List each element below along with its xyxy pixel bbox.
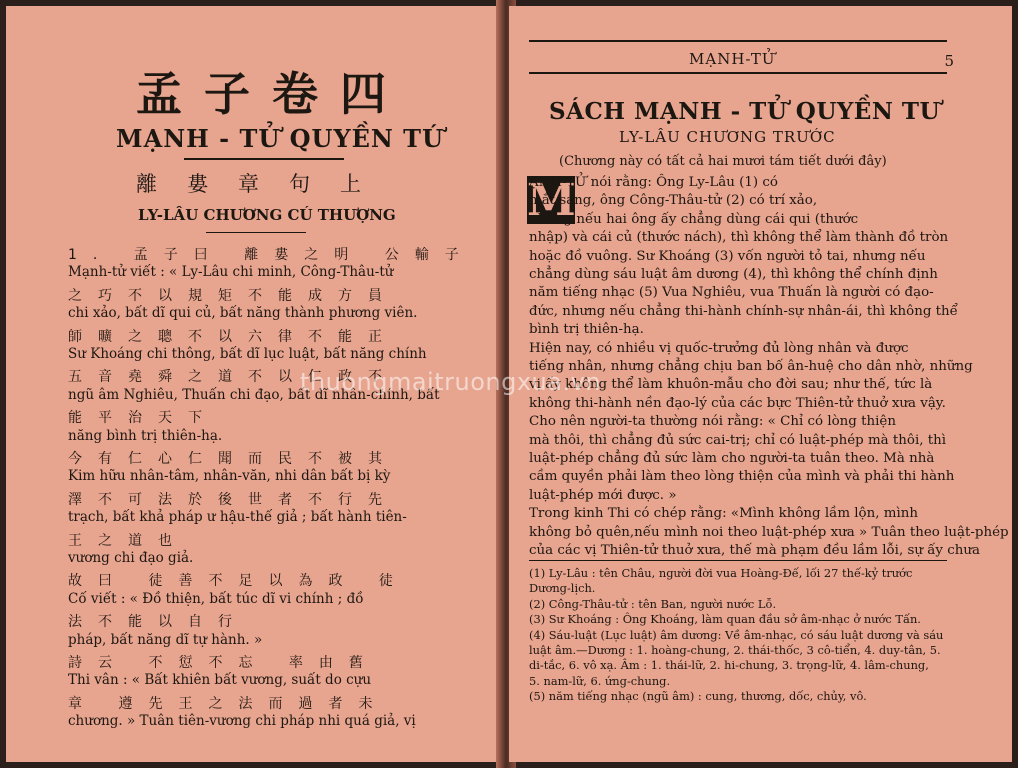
- vietnamese-text-line: Cố viết : « Đồ thiện, bất túc dĩ vi chính ; đồ: [68, 590, 364, 607]
- footnote-line: luật âm.—Dương : 1. hoàng-chung, 2. thái-thốc, 3 cô-tiển, 4. duy-tân, 5.: [529, 643, 941, 657]
- body-text-line: luật-phép chẳng đủ sức làm cho người-ta tuân theo. Mà nhà: [529, 451, 935, 466]
- title-chinese: 孟子卷四: [136, 67, 408, 121]
- subtitle-rule: [206, 232, 306, 233]
- watermark: thuongmaitruongxua.vn: [300, 368, 601, 396]
- footnote-line: (3) Sư Khoáng : Ông Khoáng, làm quan đầu sở âm-nhạc ở nước Tấn.: [529, 612, 921, 627]
- body-text-line: vị ấy không thể làm khuôn-mẫu cho đời sau; như thế, tức là: [529, 377, 933, 393]
- footnote-line: di-tắc, 6. vô xạ. Âm : 1. thái-lữ, 2. hi-chung, 3. trọng-lữ, 4. lâm-chung,: [529, 658, 929, 673]
- chinese-text-line: 之巧不以規矩不能成方員: [68, 287, 398, 304]
- footnote-line: (4) Sáu-luật (Lục luật) âm dương: Về âm-nhạc, có sáu luật dương và sáu: [529, 627, 944, 642]
- footnote-line: (5) năm tiếng nhạc (ngũ âm) : cung, thương, dốc, chủy, vô.: [529, 689, 867, 704]
- body-text-line: nhập) và cái củ (thước nách), thì không thể làm thành đồ tròn: [529, 230, 949, 246]
- body-text-line: bình trị thiên-hạ.: [529, 322, 644, 338]
- body-text-line: năm tiếng nhạc (5) Vua Nghiêu, vua Thuấn là người có đạo-: [529, 285, 934, 301]
- chinese-text-line: 師曠之聰不以六律不能正: [68, 328, 398, 345]
- footnote-line: (2) Công-Thâu-tử : tên Ban, người nước Lỗ.: [529, 596, 777, 611]
- body-text-line: Cho nên người-ta thường nói rằng: « Chỉ có lòng thiện: [529, 414, 896, 430]
- title-rule: [184, 158, 344, 160]
- body-text-line: đức, nhưng nếu chẳng thi-hành chính-sự nhân-ái, thì không thể: [529, 303, 958, 319]
- chinese-text-line: 王之道也: [68, 532, 188, 549]
- body-text-line: mắt sáng, ông Công-Thâu-tử (2) có trí xảo,: [529, 193, 818, 209]
- footnote-line: (1) Ly-Lâu : tên Châu, người đời vua Hoàng-Đế, lối 27 thế-kỷ trước: [529, 566, 913, 580]
- body-text-line: Trong kinh Thi có chép rằng: «Mình không lầm lộn, mình: [529, 506, 918, 522]
- body-text-line: nhưng nếu hai ông ấy chẳng dùng cái qui (thước: [529, 211, 859, 227]
- vietnamese-text-line: ngũ âm Nghiêu, Thuấn chi đạo, bất dĩ nhân-chính, bất: [68, 386, 440, 403]
- page-number: 5: [944, 52, 954, 70]
- chinese-text-line: 詩云 不愆不忘 率由舊: [68, 655, 379, 671]
- vietnamese-text-line: vương chi đạo giả.: [68, 550, 194, 566]
- chinese-text-line: 五音堯舜之道不以仁政不: [68, 369, 398, 386]
- vietnamese-text-line: chương. » Tuân tiên-vương chi pháp nhi quá giả, vị: [68, 713, 416, 730]
- body-text-line: hoặc đồ vuông. Sư Khoáng (3) vốn người tỏ tai, nhưng nếu: [529, 248, 926, 264]
- subtitle-chinese: 離婁章句上: [136, 172, 391, 196]
- vietnamese-text-line: năng bình trị thiên-hạ.: [68, 427, 223, 444]
- chinese-text-line: 1. 孟子曰 離婁之明 公輸子: [68, 247, 475, 263]
- chapter-note: (Chương này có tất cả hai mươi tám tiết dưới đây): [559, 154, 887, 169]
- body-text-line: mà thôi, thì chẳng đủ sức cai-trị; chỉ có luật-phép mà thôi, thì: [529, 432, 947, 448]
- chinese-text-line: 澤不可法於後世者不行先: [68, 491, 398, 508]
- body-text-line: không bỏ quên,nếu mình noi theo luật-phép xưa » Tuân theo luật-phép: [529, 524, 1009, 540]
- running-header: MẠNH-TỬ: [689, 50, 776, 68]
- chinese-text-line: 今有仁心仁聞而民不被其: [68, 451, 398, 467]
- body-text-line: không thi-hành nền đạo-lý của các bực Thiên-tử thuở xưa vậy.: [529, 395, 946, 411]
- footnote-rule: [529, 560, 947, 561]
- footnote-line: 5. nam-lữ, 6. ứng-chung.: [529, 673, 671, 688]
- chinese-text-line: 章 遵先王之法而過者未: [68, 695, 389, 712]
- body-text-line: chẳng dùng sáu luật âm dương (4), thì không thể chính định: [529, 267, 938, 282]
- vietnamese-text-line: Kim hữu nhân-tâm, nhân-văn, nhi dân bất bị kỳ: [68, 468, 391, 485]
- vietnamese-text-line: trạch, bất khả pháp ư hậu-thế giả ; bất hành tiên-: [68, 509, 407, 526]
- chapter-subtitle: LY-LÂU CHƯƠNG TRƯỚC: [619, 128, 836, 146]
- chinese-text-line: 故曰 徒善不足以為政 徒: [68, 573, 409, 590]
- header-rule-top: [529, 40, 947, 42]
- vietnamese-text-line: chi xảo, bất dĩ qui củ, bất năng thành phương viên.: [68, 305, 418, 322]
- chinese-text-line: 能平治天下: [68, 410, 218, 427]
- vietnamese-text-line: Thi vân : « Bất khiên bất vương, suất do cựu: [68, 672, 372, 689]
- body-text-line: của các vị Thiên-tử thuở xưa, thế mà phạm đều lầm lỗi, sự ấy chưa: [529, 543, 980, 558]
- body-text-line: ẠNH-TỬ nói rằng: Ông Ly-Lâu (1) có: [529, 175, 778, 190]
- subtitle-vietnamese: LY-LÂU CHƯƠNG CÚ THƯỢNG: [138, 206, 396, 224]
- footnote-line: Dương-lịch.: [529, 581, 596, 596]
- chapter-title: SÁCH MẠNH - TỬ QUYỀN TƯ: [549, 98, 941, 125]
- vietnamese-text-line: Sư Khoáng chi thông, bất dĩ lục luật, bất năng chính: [68, 346, 427, 362]
- vietnamese-text-line: pháp, bất năng dĩ tự hành. »: [68, 631, 263, 648]
- body-text-line: cầm quyền phải làm theo lòng thiện của mình và phải thi hành: [529, 469, 955, 485]
- body-text-line: tiếng nhân, nhưng chẳng chịu ban bố ân-huệ cho dân nhờ, những: [529, 359, 973, 374]
- chinese-text-line: 法不能以自行: [68, 614, 248, 631]
- header-rule-bottom: [529, 72, 947, 74]
- body-text-line: Hiện nay, có nhiều vị quốc-trưởng đủ lòng nhân và được: [529, 340, 909, 356]
- vietnamese-text-line: Mạnh-tử viết : « Ly-Lâu chi minh, Công-Thâu-tử: [68, 264, 394, 281]
- drop-cap: M: [527, 175, 576, 226]
- title-vietnamese: MẠNH - TỬ QUYỀN TỨ: [116, 124, 444, 153]
- body-text-line: luật-phép mới được. »: [529, 487, 677, 503]
